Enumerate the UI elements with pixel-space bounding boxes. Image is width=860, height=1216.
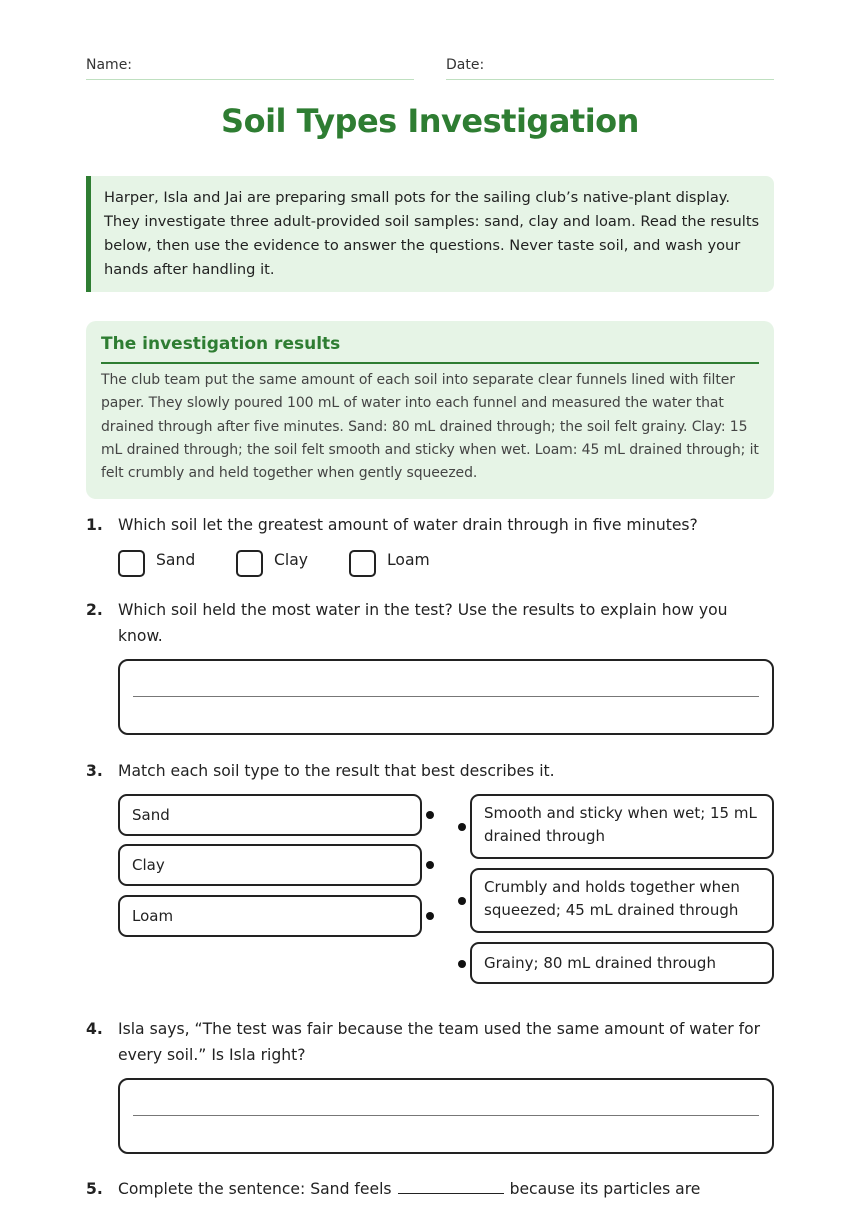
- header-fields: [86, 54, 774, 80]
- question-number: 3.: [86, 762, 103, 780]
- answer-box-q4[interactable]: [118, 1078, 774, 1154]
- question-number: 4.: [86, 1020, 103, 1038]
- fill-in-blank[interactable]: [398, 1176, 504, 1194]
- checkbox-sand[interactable]: [118, 550, 145, 577]
- name-field[interactable]: [86, 54, 414, 80]
- answer-box-q2[interactable]: [118, 659, 774, 735]
- answer-line: [133, 1115, 759, 1116]
- name-label: Name:: [86, 57, 133, 73]
- question-text: Which soil let the greatest amount of water drain through in five minutes?: [118, 516, 698, 534]
- match-result-crumbly: Crumbly and holds together when squeezed; 45 mL drained through: [470, 868, 774, 933]
- match-dot-left[interactable]: [426, 861, 434, 869]
- question-number: 2.: [86, 601, 103, 619]
- page-title: Soil Types Investigation: [221, 102, 639, 140]
- match-dot-right[interactable]: [458, 960, 466, 968]
- question-3: [86, 758, 774, 784]
- checkbox-clay[interactable]: [236, 550, 263, 577]
- option-label-loam: Loam: [387, 551, 430, 569]
- date-field[interactable]: [446, 54, 774, 80]
- sentence-end: because its particles are: [509, 1180, 701, 1198]
- question-2: [86, 597, 774, 649]
- intro-text: Harper, Isla and Jai are preparing small pots for the sailing club’s native-plant display. They investigate three adult-provided soil samples: sand, clay and loam. Read the results below, then use the evidence to answer the questions. Never taste soil, and wash your hands after handling it.: [86, 176, 774, 292]
- match-dot-right[interactable]: [458, 897, 466, 905]
- question-number: 5.: [86, 1180, 103, 1198]
- option-label-clay: Clay: [274, 551, 309, 569]
- question-text: Which soil held the most water in the test? Use the results to explain how you know.: [118, 601, 728, 645]
- results-heading: The investigation results: [101, 333, 759, 364]
- match-dot-left[interactable]: [426, 912, 434, 920]
- option-label-sand: Sand: [156, 551, 196, 569]
- question-text: [118, 1176, 774, 1202]
- question-5: [86, 1176, 774, 1202]
- match-result-smooth-sticky: Smooth and sticky when wet; 15 mL drained through: [470, 794, 774, 859]
- answer-line: [133, 696, 759, 697]
- results-panel: [86, 321, 774, 499]
- checkbox-loam[interactable]: [349, 550, 376, 577]
- match-item-clay: Clay: [118, 844, 422, 886]
- match-item-loam: Loam: [118, 895, 422, 937]
- match-item-sand: Sand: [118, 794, 422, 836]
- match-result-grainy: Grainy; 80 mL drained through: [470, 942, 774, 984]
- question-1: [86, 512, 774, 538]
- question-text: Isla says, “The test was fair because the team used the same amount of water for every soil.” Is Isla right?: [118, 1020, 761, 1064]
- sentence-start: Complete the sentence: Sand feels: [118, 1180, 392, 1198]
- date-label: Date:: [446, 57, 485, 73]
- question-number: 1.: [86, 516, 103, 534]
- results-body: The club team put the same amount of each soil into separate clear funnels lined with filter paper. They slowly poured 100 mL of water into each funnel and measured the water that drained through after five minutes. Sand: 80 mL drained through; the soil felt grainy. Clay: 15 mL drained through; the soil felt smooth and sticky when wet. Loam: 45 mL drained through; it felt crumbly and held together when gently squeezed.: [101, 372, 759, 482]
- question-text: Match each soil type to the result that best describes it.: [118, 762, 555, 780]
- match-dot-right[interactable]: [458, 823, 466, 831]
- question-4: [86, 1016, 774, 1068]
- match-dot-left[interactable]: [426, 811, 434, 819]
